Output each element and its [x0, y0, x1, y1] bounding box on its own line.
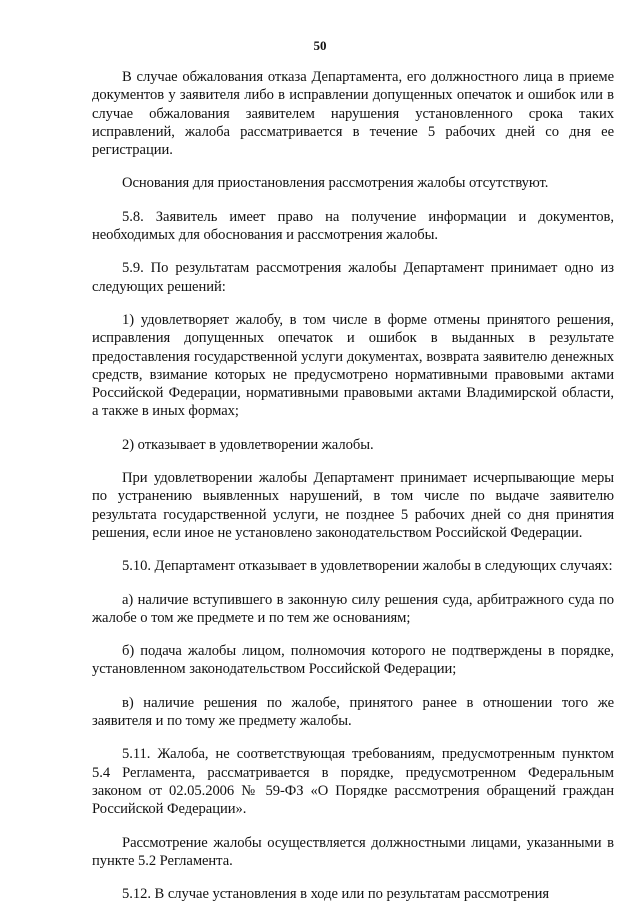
paragraph-5-9: 5.9. По результатам рассмотрения жалобы Департамент принимает одно из следующих решений:	[92, 260, 614, 295]
paragraph-satisfaction-measures: При удовлетворении жалобы Департамент принимает исчерпывающие меры по устранению выявленных нарушений, в том числе по выдаче заявителю результата государственной услуги, не позднее 5 рабочих дней со дня принятия решения, если иное не установлено законодательством Российской Федерации.	[92, 470, 614, 541]
paragraph-refusal-b: б) подача жалобы лицом, полномочия которого не подтверждены в порядке, установленном законодательством Российской Федерации;	[92, 643, 614, 678]
paragraph-refusal-a: а) наличие вступившего в законную силу решения суда, арбитражного суда по жалобе о том же предмете и по тем же основаниям;	[92, 591, 614, 626]
paragraph-5-10: 5.10. Департамент отказывает в удовлетворении жалобы в следующих случаях:	[122, 558, 613, 575]
page-number: 50	[313, 38, 327, 53]
paragraph-refusal-c: в) наличие решения по жалобе, принятого ранее в отношении того же заявителя и по тому же предмету жалобы.	[92, 694, 614, 730]
paragraph-decision-1: 1) удовлетворяет жалобу, в том числе в форме отмены принятого решения, исправления допущенных опечаток и ошибок в выданных в результате предоставления государственной услуги документах, возврата заявителю денежных средств, взимание которых не предусмотрено нормативными правовыми актами Российской Федерации, нормативными правовыми актами Владимирской области, а также в иных формах;	[92, 311, 614, 420]
paragraph-decision-2: 2) отказывает в удовлетворении жалобы.	[122, 436, 374, 453]
paragraph-5-12: 5.12. В случае установления в ходе или по результатам рассмотрения	[122, 886, 550, 903]
paragraph-5-11: 5.11. Жалоба, не соответствующая требованиям, предусмотренным пунктом 5.4 Регламента, рассматривается в порядке, предусмотренном Федеральным законом от 02.05.2006 № 59-ФЗ «О Порядке рассмотрения обращений граждан Российской Федерации».	[92, 746, 614, 818]
paragraph-no-suspension-grounds: Основания для приостановления рассмотрения жалобы отсутствуют.	[122, 175, 549, 192]
paragraph-5-8: 5.8. Заявитель имеет право на получение информации и документов, необходимых для обоснования и рассмотрения жалобы.	[92, 208, 614, 244]
document-body	[92, 68, 614, 918]
paragraph-review-officials: Рассмотрение жалобы осуществляется должностными лицами, указанными в пункте 5.2 Регламента.	[92, 834, 614, 869]
paragraph-appeal-refusal: В случае обжалования отказа Департамента, его должностного лица в приеме документов у заявителя либо в исправлении допущенных опечаток и ошибок или в случае обжалования заявителем нарушения установленного срока таких исправлений, жалоба рассматривается в течение 5 рабочих дней со дня ее регистрации.	[92, 69, 614, 159]
